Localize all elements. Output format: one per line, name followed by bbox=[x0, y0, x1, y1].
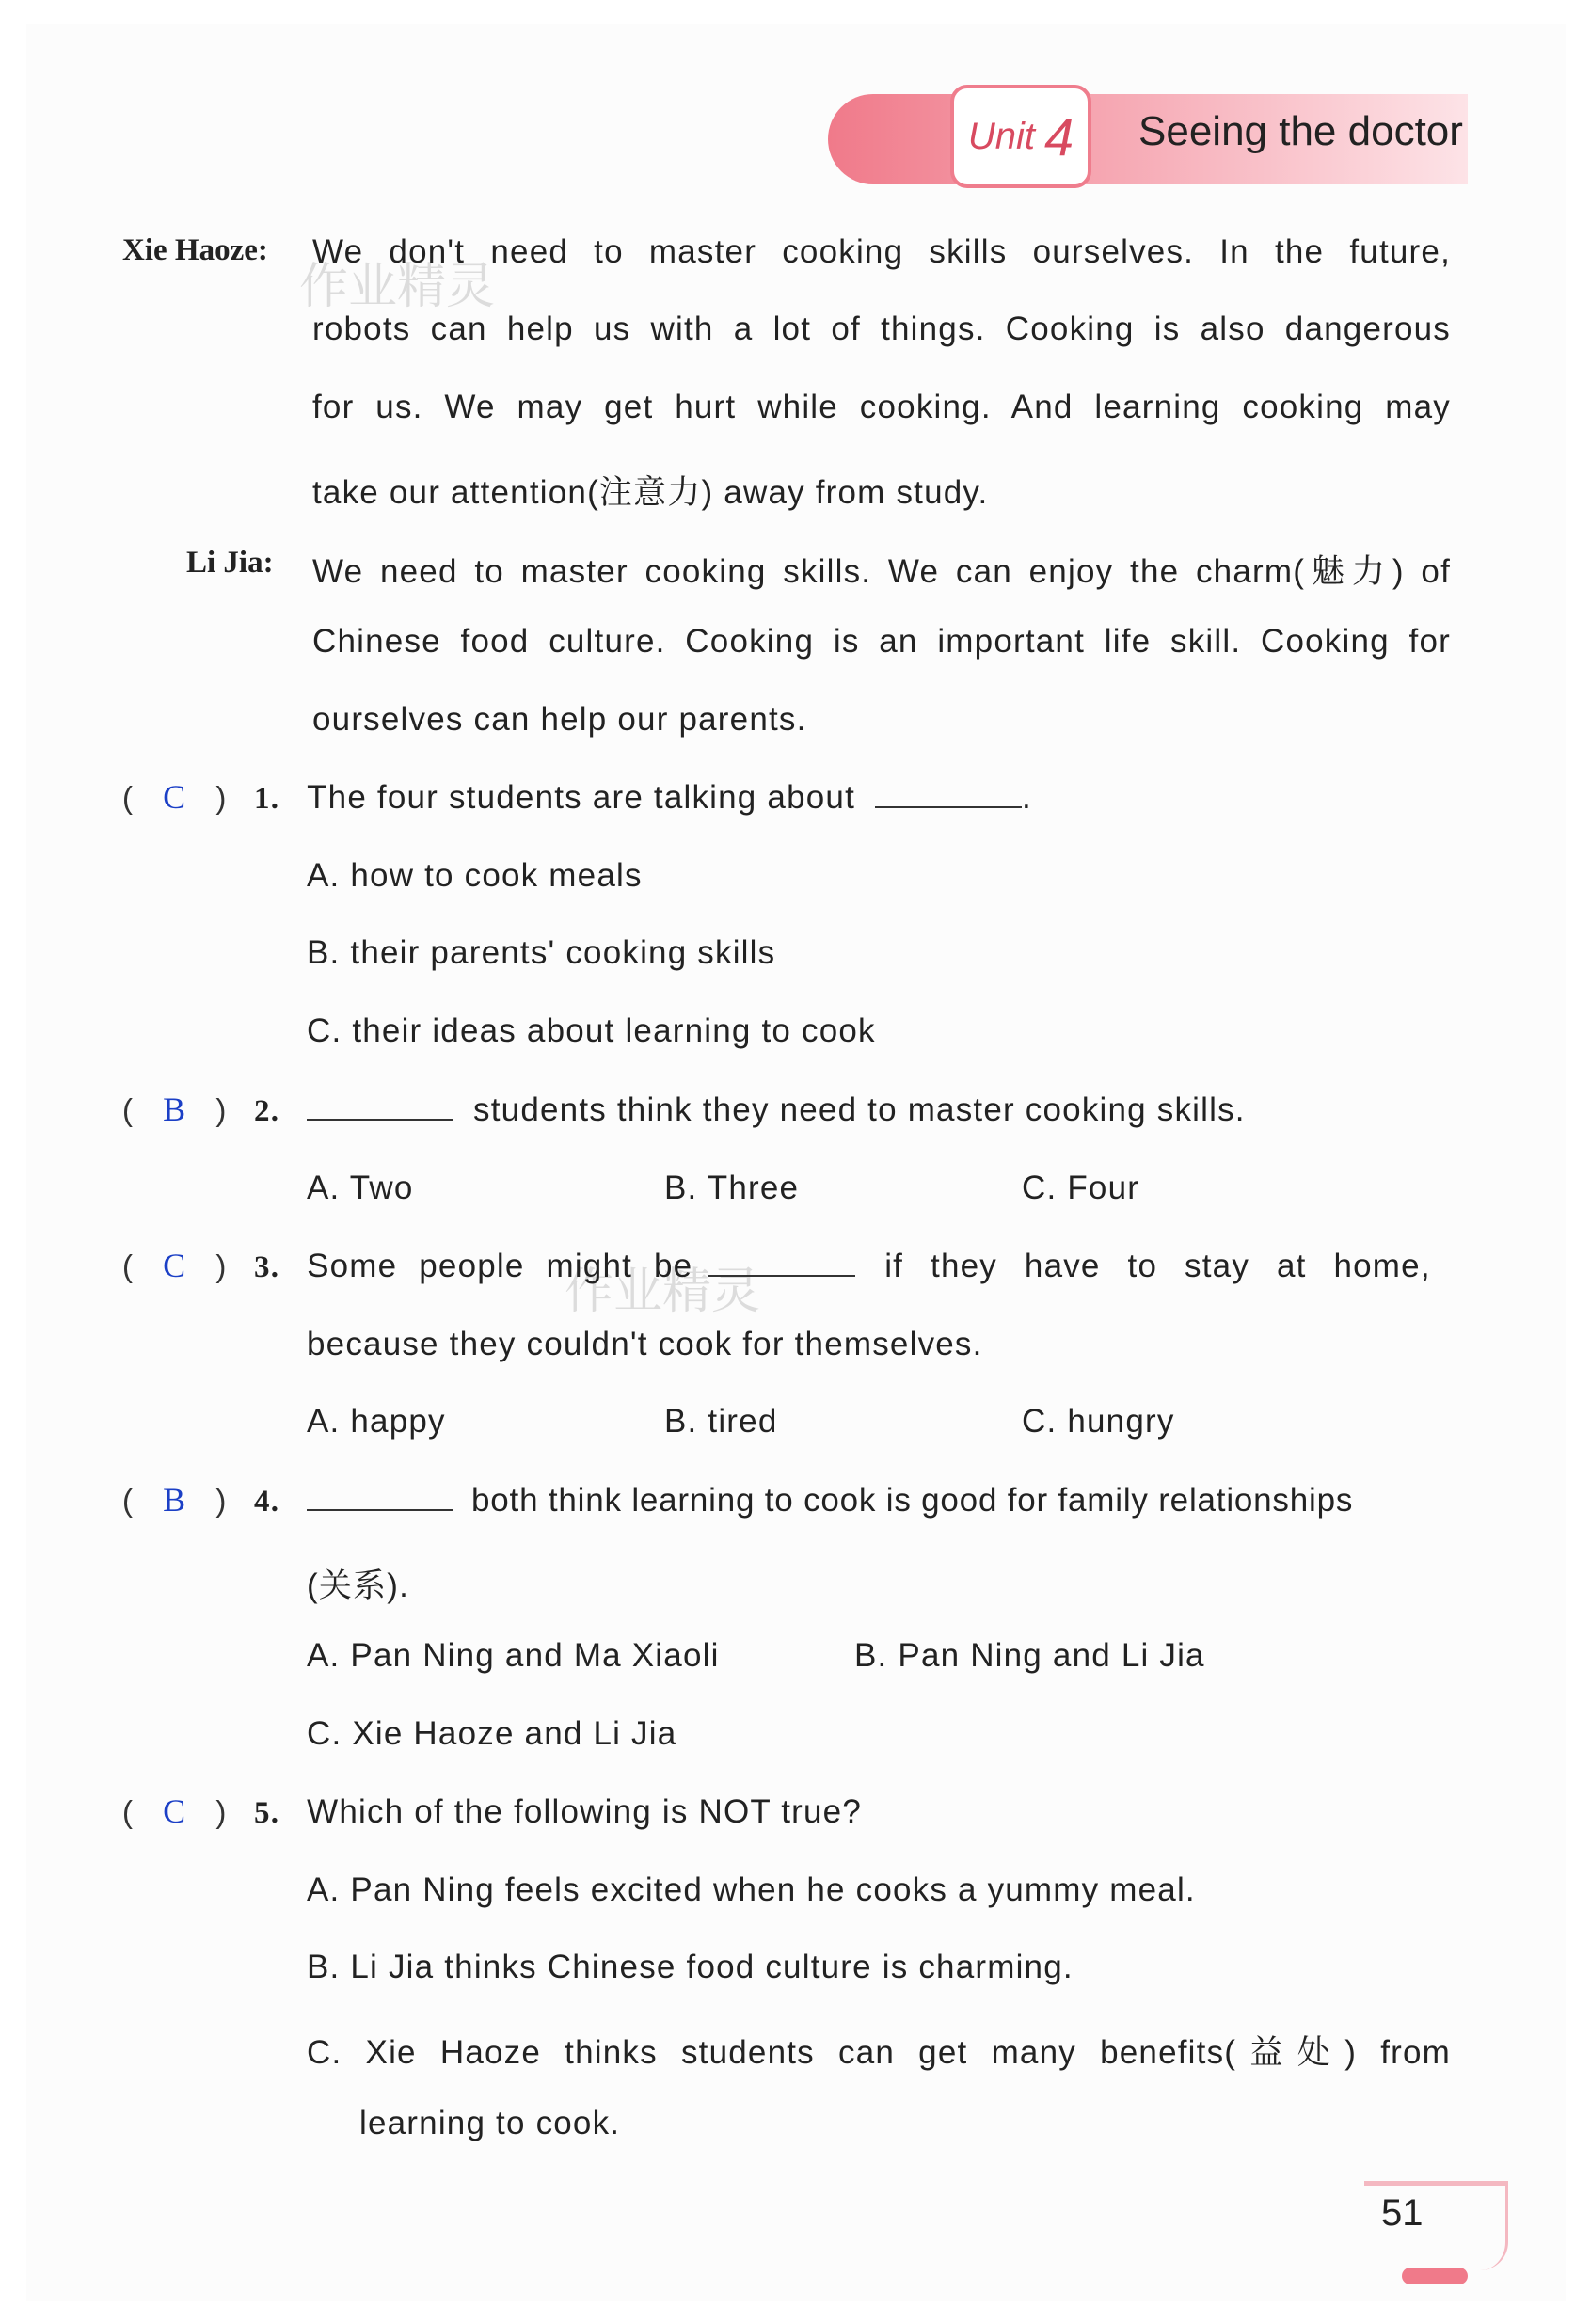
bracket-open: ( bbox=[122, 1092, 133, 1127]
page-number: 51 bbox=[1381, 2192, 1424, 2234]
question-number: 3. bbox=[254, 1250, 280, 1284]
bracket-open: ( bbox=[122, 1483, 133, 1518]
option: A. Pan Ning feels excited when he cooks a yummy meal. bbox=[307, 1871, 1196, 1908]
question-number: 5. bbox=[254, 1796, 280, 1830]
question-number: 1. bbox=[254, 782, 280, 816]
speaker-xie-haoze: Xie Haoze: bbox=[122, 233, 268, 267]
question-stem-line2: because they couldn't cook for themselves. bbox=[307, 1326, 983, 1362]
question-1 bbox=[254, 779, 1032, 817]
option: C. hungry bbox=[1022, 1403, 1175, 1440]
question-stem-line2: (关系). bbox=[307, 1568, 410, 1604]
unit-title: Seeing the doctor bbox=[1138, 108, 1463, 154]
dialogue-line: robots can help us with a lot of things. Cooking is also dangerous bbox=[312, 310, 1451, 347]
question-number: 2. bbox=[254, 1094, 280, 1128]
bracket-close: ) bbox=[215, 1092, 227, 1127]
option: A. Pan Ning and Ma Xiaoli bbox=[307, 1637, 720, 1674]
dialogue-line: We need to master cooking skills. We can enjoy the charm(魅力) of bbox=[312, 553, 1451, 590]
dialogue-line: Chinese food culture. Cooking is an important life skill. Cooking for bbox=[312, 623, 1451, 660]
question-4 bbox=[254, 1482, 1353, 1520]
bracket-close: ) bbox=[215, 1794, 227, 1829]
answer-bracket bbox=[122, 1791, 226, 1831]
option: C. Xie Haoze and Li Jia bbox=[307, 1715, 677, 1752]
question-3 bbox=[254, 1248, 1431, 1285]
unit-badge bbox=[950, 85, 1091, 188]
question-stem-end: . bbox=[1021, 779, 1032, 816]
question-stem-end: if they have to stay at home, bbox=[884, 1248, 1431, 1284]
question-5 bbox=[254, 1793, 862, 1831]
option: C. Xie Haoze thinks students can get many benefits(益处) from bbox=[307, 2034, 1451, 2071]
answer-value: B bbox=[163, 1090, 186, 1128]
option: B. Three bbox=[664, 1170, 800, 1206]
answer-value: C bbox=[163, 778, 186, 816]
question-stem: The four students are talking about bbox=[307, 779, 855, 816]
option: A. Two bbox=[307, 1170, 414, 1206]
bracket-close: ) bbox=[215, 780, 227, 815]
answer-blank bbox=[307, 1483, 453, 1511]
bracket-close: ) bbox=[215, 1249, 227, 1283]
page-number-base bbox=[1402, 2268, 1468, 2284]
answer-value: C bbox=[163, 1792, 186, 1830]
watermark: 作业精灵 bbox=[565, 1264, 761, 1320]
dialogue-line: take our attention(注意力) away from study. bbox=[312, 474, 989, 511]
answer-blank bbox=[307, 1092, 453, 1121]
option: B. their parents' cooking skills bbox=[307, 934, 776, 971]
option: C. their ideas about learning to cook bbox=[307, 1012, 876, 1049]
answer-bracket bbox=[122, 1480, 226, 1520]
answer-blank bbox=[708, 1249, 855, 1277]
question-number: 4. bbox=[254, 1485, 280, 1519]
dialogue-line: for us. We may get hurt while cooking. And learning cooking may bbox=[312, 389, 1451, 425]
option: A. happy bbox=[307, 1403, 446, 1440]
answer-bracket bbox=[122, 1090, 226, 1129]
question-stem: students think they need to master cooking skills. bbox=[473, 1091, 1246, 1128]
watermark: 作业精灵 bbox=[299, 259, 496, 315]
option-continuation: learning to cook. bbox=[359, 2105, 621, 2141]
bracket-close: ) bbox=[215, 1483, 227, 1518]
question-stem: Some people might be bbox=[307, 1248, 693, 1284]
option: A. how to cook meals bbox=[307, 857, 643, 894]
option: B. Pan Ning and Li Jia bbox=[854, 1637, 1205, 1674]
bracket-open: ( bbox=[122, 780, 133, 815]
dialogue-line: We don't need to master cooking skills ourselves. In the future, bbox=[312, 233, 1451, 270]
answer-bracket bbox=[122, 1246, 226, 1285]
question-stem: both think learning to cook is good for family relationships bbox=[471, 1482, 1354, 1519]
unit-number: 4 bbox=[1043, 106, 1074, 167]
question-2 bbox=[254, 1091, 1246, 1129]
option: B. Li Jia thinks Chinese food culture is charming. bbox=[307, 1949, 1074, 1985]
speaker-li-jia: Li Jia: bbox=[186, 546, 274, 580]
bracket-open: ( bbox=[122, 1794, 133, 1829]
answer-value: B bbox=[163, 1481, 186, 1519]
question-stem: Which of the following is NOT true? bbox=[307, 1793, 863, 1830]
answer-blank bbox=[875, 780, 1022, 808]
dialogue-line: ourselves can help our parents. bbox=[312, 701, 807, 738]
option: C. Four bbox=[1022, 1170, 1140, 1206]
option: B. tired bbox=[664, 1403, 778, 1440]
answer-value: C bbox=[163, 1247, 186, 1284]
unit-label: Unit bbox=[967, 115, 1035, 157]
bracket-open: ( bbox=[122, 1249, 133, 1283]
answer-bracket bbox=[122, 777, 226, 817]
